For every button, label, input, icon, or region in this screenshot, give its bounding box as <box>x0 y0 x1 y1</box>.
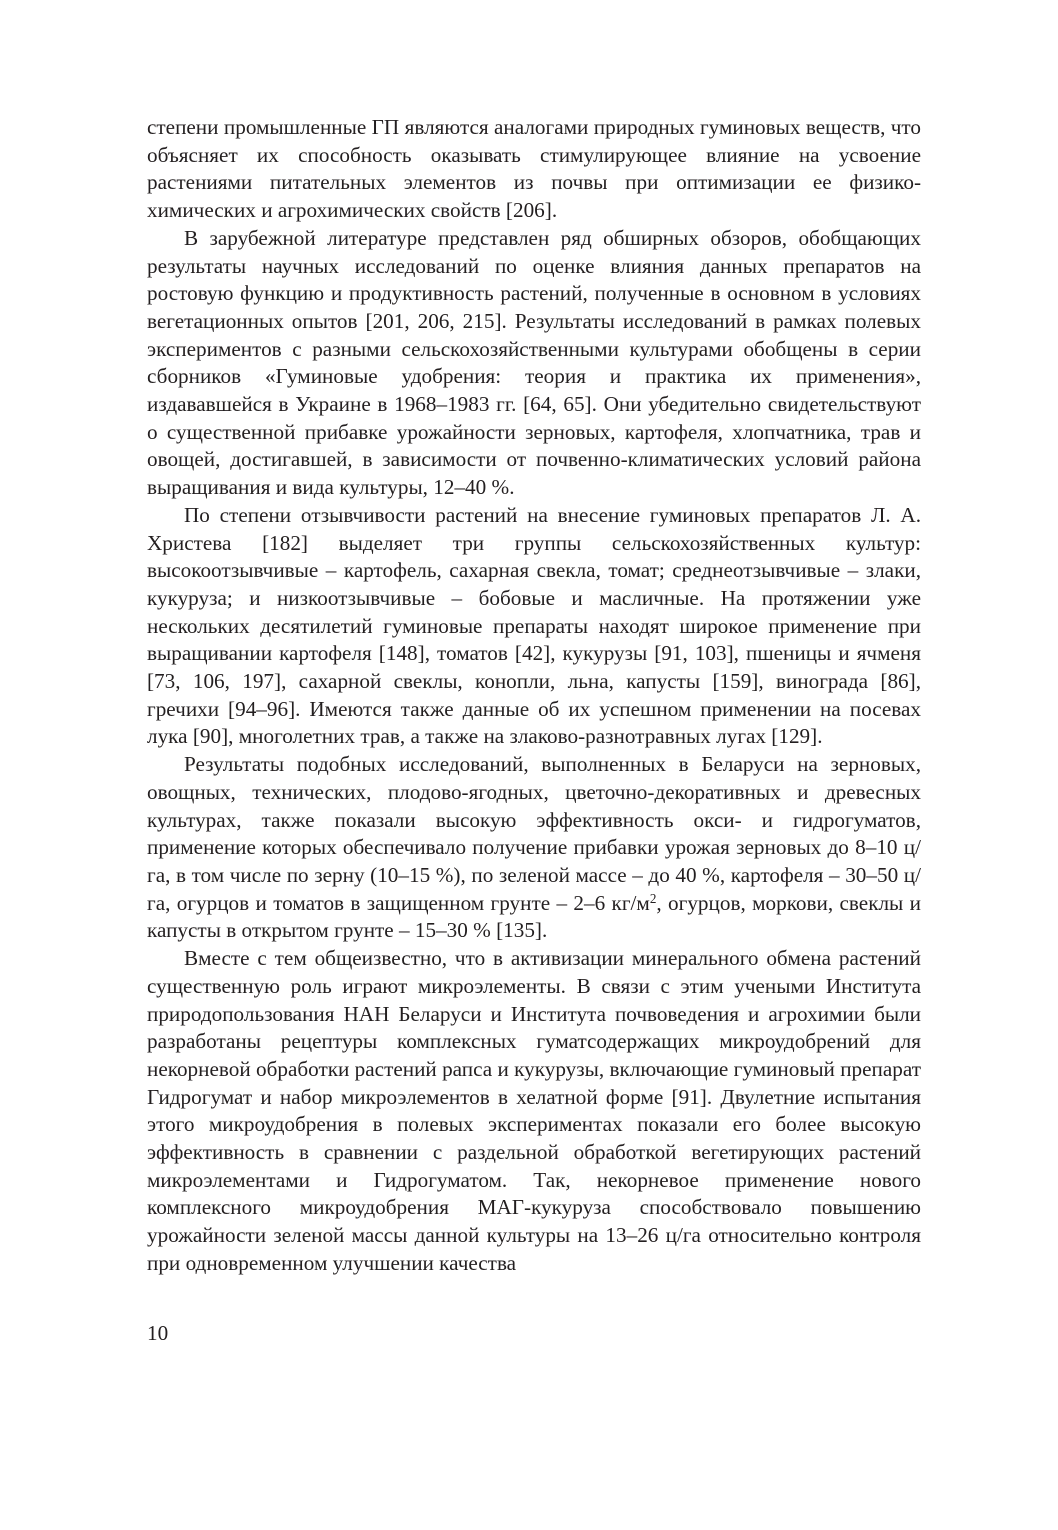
page-number: 10 <box>147 1321 169 1345</box>
paragraph-4-text-after: , огурцов, моркови, свеклы и капусты в открытом грунте – 15–30 % [135]. <box>147 890 921 943</box>
paragraph-2: В зарубежной литературе представлен ряд обширных обзоров, обобщающих результаты научных исследований по оценке влияния данных препаратов на ростовую функцию и продуктивность растений, полученные в основном в условиях вегетационных опытов [201, 206, 215]. Результаты исследований в рамках полевых экспериментов с разными сельскохозяйственными культурами обобщены в серии сборников «Гуминовые удобрения: теория и практика их применения», издававшейся в Украине в 1968–1983 гг. [64, 65]. Они убедительно свидетельствуют о существенной прибавке урожайности зерновых, картофеля, хлопчатника, трав и овощей, достигавшей, в зависимости от почвенно-климатических условий района выращивания и вида культуры, 12–40 %. <box>147 225 921 500</box>
paragraph-4 <box>147 751 921 945</box>
page-body <box>147 114 921 1278</box>
paragraph-1: степени промышленные ГП являются аналогами природных гуминовых веществ, что объясняет их способность оказывать стимулирующее влияние на усвоение растениями питательных элементов из почвы при оптимизации ее физико-химических и агрохимических свойств [206]. <box>147 115 921 223</box>
paragraph-5: Вместе с тем общеизвестно, что в активизации минерального обмена растений существенную роль играют микроэлементы. В связи с этим учеными Института природопользования НАН Беларуси и Института почвоведения и агрохимии были разработаны рецептуры комплексных гуматсодержащих микроудобрений для некорневой обработки растений рапса и кукурузы, включающие гуминовый препарат Гидрогумат и набор микроэлементов в хелатной форме [91]. Двулетние испытания этого микроудобрения в полевых экспериментах показали его более высокую эффективность в сравнении с раздельной обработкой вегетирующих растений микроэлементами и Гидрогуматом. Так, некорневое применение нового комплексного микроудобрения МАГ-кукуруза способствовало повышению урожайности зеленой массы данной культуры на 13–26 ц/га относительно контроля при одновременном улучшении качества <box>147 946 921 1275</box>
paragraph-4-text-before: Результаты подобных исследований, выполненных в Беларуси на зерновых, овощных, технических, плодово-ягодных, цветочно-декоративных и древесных культурах, также показали высокую эффективность окси- и гидрогуматов, применение которых обеспечивало получение прибавки урожая зерновых до 8–10 ц/га, в том числе по зерну (10–15 %), по зеленой массе – до 40 %, картофеля – 30–50 ц/га, огурцов и томатов в защищенном грунте – 2–6 кг/м <box>147 752 921 915</box>
paragraph-3: По степени отзывчивости растений на внесение гуминовых препаратов Л. А. Христева [182] выделяет три группы сельскохозяйственных культур: высокоотзывчивые – картофель, сахарная свекла, томат; среднеотзывчивые – злаки, кукуруза; и низкоотзывчивые – бобовые и масличные. На протяжении уже нескольких десятилетий гуминовые препараты находят широкое применение при выращивании картофеля [148], томатов [42], кукурузы [91, 103], пшеницы и ячменя [73, 106, 197], сахарной свеклы, конопли, льна, капусты [159], винограда [86], гречихи [94–96]. Имеются также данные об их успешном применении на посевах лука [90], многолетних трав, а также на злаково-разнотравных лугах [129]. <box>147 502 921 749</box>
superscript-square: 2 <box>649 890 657 906</box>
